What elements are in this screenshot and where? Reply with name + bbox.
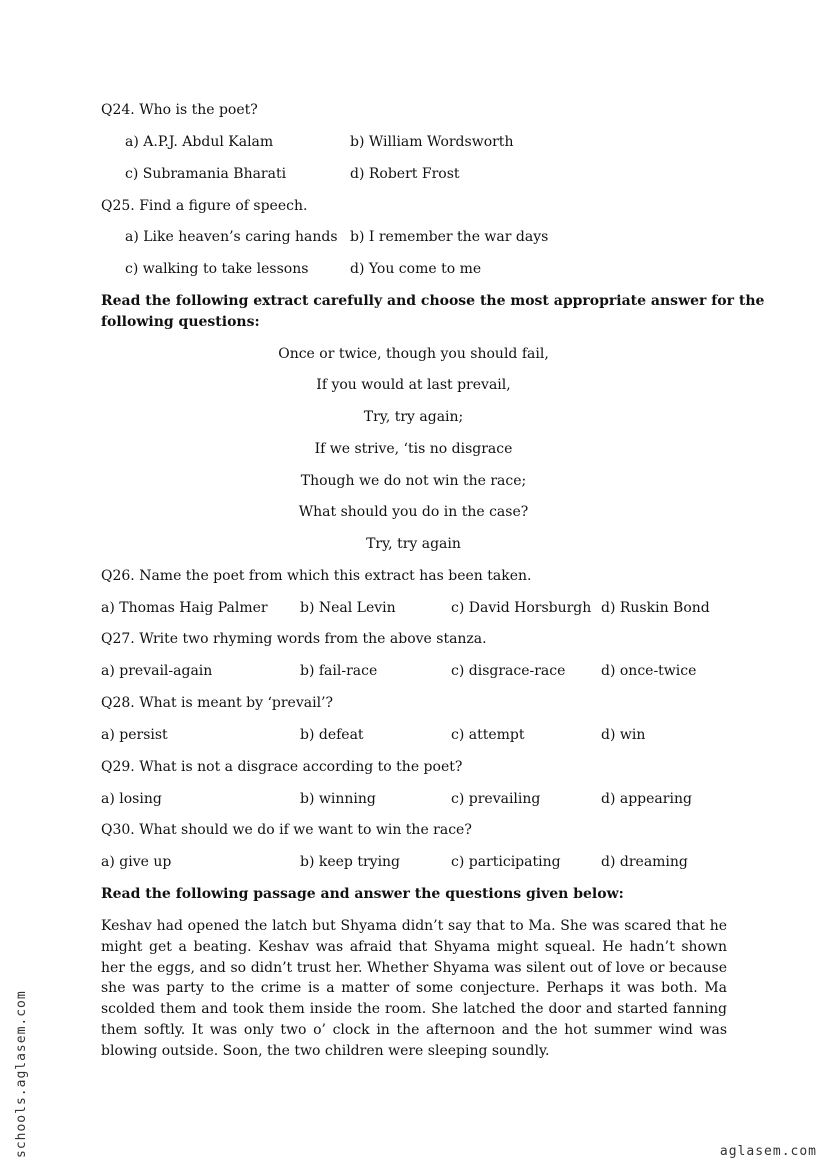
q24-question: Q24. Who is the poet? [101,102,258,118]
q28-option-a: a) persist [101,727,168,743]
q24-option-d: d) Robert Frost [350,166,460,182]
q30-option-d: d) dreaming [601,854,688,870]
q27-option-d: d) once-twice [601,663,697,679]
q27-question: Q27. Write two rhyming words from the above stanza. [101,631,487,647]
poem-line: If you would at last prevail, [316,377,511,393]
q28-option-d: d) win [601,727,646,743]
q26-option-b: b) Neal Levin [300,600,396,616]
q29-question: Q29. What is not a disgrace according to the poet? [101,759,463,775]
poem-line: Try, try again; [363,409,464,425]
q26-option-a: a) Thomas Haig Palmer [101,600,268,616]
q27-option-b: b) fail-race [300,663,378,679]
q28-option-b: b) defeat [300,727,364,743]
poem-line: Once or twice, though you should fail, [278,346,549,362]
poem-line: What should you do in the case? [298,504,529,520]
q26-question: Q26. Name the poet from which this extract has been taken. [101,568,532,584]
passage-heading: Read the following passage and answer the questions given below: [101,886,624,902]
q30-option-c: c) participating [451,854,561,870]
footer-watermark: aglasem.com [719,1144,817,1159]
q25-option-c: c) walking to take lessons [125,261,309,277]
q29-option-d: d) appearing [601,791,692,807]
poem-line: If we strive, ‘tis no disgrace [314,441,513,457]
poem-line: Though we do not win the race; [300,473,527,489]
q25-question: Q25. Find a figure of speech. [101,198,308,214]
q30-option-a: a) give up [101,854,172,870]
q24-option-a: a) A.P.J. Abdul Kalam [125,134,274,150]
passage-text: Keshav had opened the latch but Shyama didn’t say that to Ma. She was scared that he might get a beating. Keshav was afraid that Shyama might squeal. He hadn’t shown her the eggs, and so didn’t trust her. Whether Shyama was silent out of love or because she was party to the crime is a matter of some conjecture. Perhaps it was both. Ma scolded them and took them inside the room. She latched the door and started fanning them softly. It was only two o’ clock in the afternoon and the hot summer wind was blowing outside. Soon, the two children were sleeping soundly. [101,918,727,1059]
q28-option-c: c) attempt [451,727,525,743]
q27-option-a: a) prevail-again [101,663,213,679]
q30-option-b: b) keep trying [300,854,401,870]
q27-option-c: c) disgrace-race [451,663,566,679]
q29-option-a: a) losing [101,791,162,807]
q29-option-c: c) prevailing [451,791,541,807]
poem-line: Try, try again [366,536,461,552]
q30-question: Q30. What should we do if we want to win the race? [101,822,472,838]
q26-option-d: d) Ruskin Bond [601,600,710,616]
extract-heading-line2: following questions: [101,314,260,330]
q25-option-d: d) You come to me [350,261,482,277]
q24-option-b: b) William Wordsworth [350,134,514,150]
q29-option-b: b) winning [300,791,376,807]
q25-option-b: b) I remember the war days [350,229,549,245]
side-watermark: schools.aglasem.com [14,990,29,1158]
q28-question: Q28. What is meant by ‘prevail’? [101,695,334,711]
q26-option-c: c) David Horsburgh [451,600,592,616]
extract-heading-line1: Read the following extract carefully and choose the most appropriate answer for the [101,293,765,309]
q24-option-c: c) Subramania Bharati [125,166,287,182]
q25-option-a: a) Like heaven’s caring hands [125,229,338,245]
